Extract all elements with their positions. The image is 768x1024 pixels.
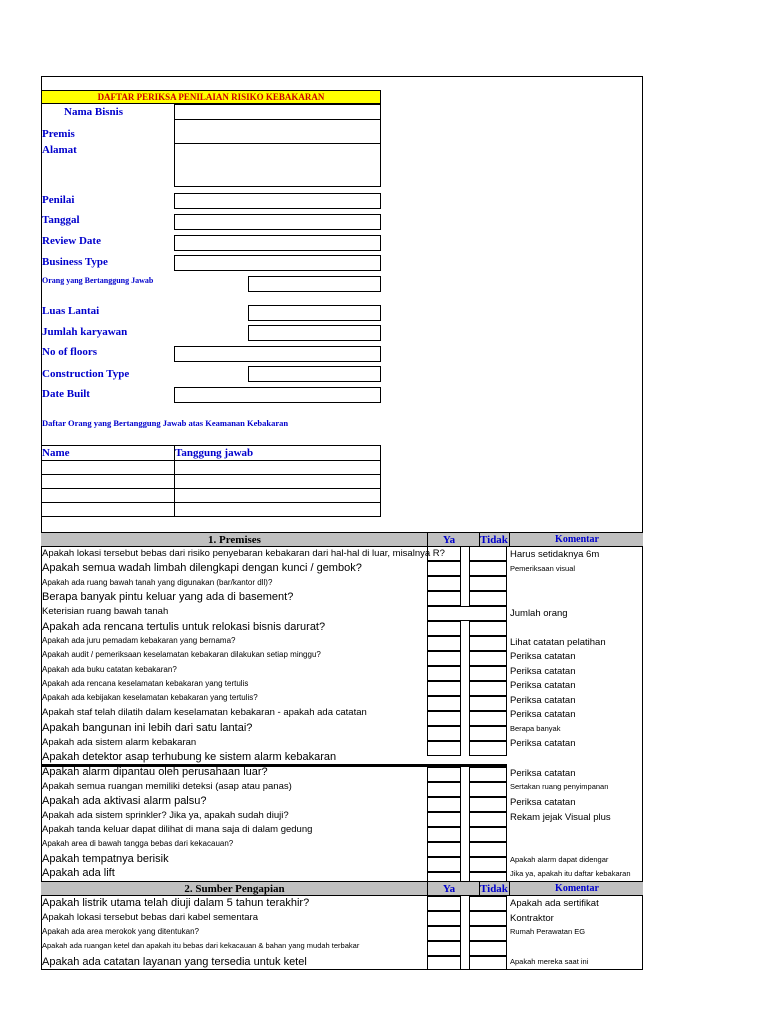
comment-1-11: Periksa catatan bbox=[510, 738, 576, 749]
yes-checkbox[interactable] bbox=[427, 857, 461, 872]
question-2-4: Apakah ada ruangan ketel dan apakah itu bebas dari kekacauan & bahan yang mudah terbakar bbox=[42, 941, 360, 950]
comment-1-9: Periksa catatan bbox=[510, 709, 576, 720]
comment-1-6: Periksa catatan bbox=[510, 666, 576, 677]
no-checkbox[interactable] bbox=[469, 926, 507, 941]
no-checkbox[interactable] bbox=[469, 636, 507, 651]
comment-1-7: Periksa catatan bbox=[510, 680, 576, 691]
col-responsibility-header: Tanggung jawab bbox=[175, 447, 254, 459]
page-frame bbox=[41, 76, 643, 970]
comment-column-header: Komentar bbox=[509, 882, 644, 895]
yes-checkbox[interactable] bbox=[427, 726, 461, 741]
date-built-field[interactable] bbox=[174, 387, 381, 403]
yes-checkbox[interactable] bbox=[427, 651, 461, 666]
no-checkbox[interactable] bbox=[469, 956, 507, 970]
responsible-table-header bbox=[41, 445, 381, 461]
no-checkbox[interactable] bbox=[469, 767, 507, 782]
no-checkbox[interactable] bbox=[469, 621, 507, 636]
yes-checkbox[interactable] bbox=[427, 896, 461, 911]
comment-column-header: Komentar bbox=[509, 533, 644, 546]
comment-1-5: Periksa catatan bbox=[510, 651, 576, 662]
no-checkbox[interactable] bbox=[469, 651, 507, 666]
question-1-10: Apakah ada rencana keselamatan kebakaran yang tertulis bbox=[42, 679, 249, 688]
section2-header bbox=[41, 881, 643, 896]
business-type-field[interactable] bbox=[174, 255, 381, 271]
floors-label: No of floors bbox=[42, 346, 97, 358]
comment-1-10: Berapa banyak bbox=[510, 724, 561, 733]
yes-checkbox[interactable] bbox=[427, 911, 461, 926]
no-column-header: Tidak bbox=[479, 882, 510, 895]
yes-checkbox[interactable] bbox=[427, 941, 461, 956]
yes-checkbox[interactable] bbox=[427, 666, 461, 681]
no-checkbox[interactable] bbox=[469, 666, 507, 681]
question-1-16: Apakah alarm dipantau oleh perusahaan luar? bbox=[42, 766, 268, 778]
question-1-22: Apakah tempatnya berisik bbox=[42, 853, 169, 865]
yes-checkbox[interactable] bbox=[427, 926, 461, 941]
comment-2-3: Rumah Perawatan EG bbox=[510, 927, 586, 936]
premises-label: Premis bbox=[42, 128, 75, 140]
no-checkbox[interactable] bbox=[469, 911, 507, 926]
address-label: Alamat bbox=[42, 144, 77, 156]
comment-2-4: Apakah mereka saat ini bbox=[510, 957, 589, 966]
question-1-4: Berapa banyak pintu keluar yang ada di basement? bbox=[42, 591, 294, 603]
yes-checkbox[interactable] bbox=[427, 576, 461, 591]
table-row[interactable] bbox=[41, 502, 381, 517]
comment-1-16: Apakah alarm dapat didengar bbox=[510, 855, 609, 864]
comment-2-2: Kontraktor bbox=[510, 913, 554, 924]
question-1-2: Apakah semua wadah limbah dilengkapi dengan kunci / gembok? bbox=[42, 562, 362, 574]
yes-checkbox[interactable] bbox=[427, 956, 461, 970]
no-checkbox[interactable] bbox=[469, 857, 507, 872]
question-2-3: Apakah ada area merokok yang ditentukan? bbox=[42, 927, 199, 936]
question-1-11: Apakah ada kebijakan keselamatan kebakaran yang tertulis? bbox=[42, 693, 258, 702]
comment-1-1: Harus setidaknya 6m bbox=[510, 549, 600, 560]
yes-checkbox[interactable] bbox=[427, 696, 461, 711]
question-1-8: Apakah audit / pemeriksaan keselamatan kebakaran dilakukan setiap minggu? bbox=[42, 650, 321, 659]
comment-1-17: Jika ya, apakah itu daftar kebakaran bbox=[510, 869, 631, 878]
question-1-13: Apakah bangunan ini lebih dari satu lantai? bbox=[42, 722, 253, 734]
review-date-label: Review Date bbox=[42, 235, 101, 247]
question-2-1: Apakah listrik utama telah diuji dalam 5 tahun terakhir? bbox=[42, 897, 310, 909]
no-checkbox[interactable] bbox=[469, 726, 507, 741]
no-column-header: Tidak bbox=[479, 533, 510, 546]
yes-checkbox[interactable] bbox=[427, 741, 461, 756]
no-checkbox[interactable] bbox=[469, 696, 507, 711]
yes-checkbox[interactable] bbox=[427, 782, 461, 797]
yes-checkbox[interactable] bbox=[427, 621, 461, 636]
premises-field[interactable] bbox=[174, 119, 381, 144]
yes-checkbox[interactable] bbox=[427, 636, 461, 651]
question-1-21: Apakah area di bawah tangga bebas dari kekacauan? bbox=[42, 839, 234, 848]
question-1-5: Keterisian ruang bawah tanah bbox=[42, 606, 169, 617]
comment-1-3: Jumlah orang bbox=[510, 608, 568, 619]
yes-checkbox[interactable] bbox=[427, 561, 461, 576]
construction-type-label: Construction Type bbox=[42, 368, 130, 380]
floor-area-field[interactable] bbox=[248, 305, 381, 321]
question-1-9: Apakah ada buku catatan kebakaran? bbox=[42, 665, 177, 674]
no-checkbox[interactable] bbox=[469, 782, 507, 797]
construction-type-field[interactable] bbox=[248, 366, 381, 382]
question-1-15: Apakah detektor asap terhubung ke sistem alarm kebakaran bbox=[42, 751, 337, 763]
comment-1-14: Periksa catatan bbox=[510, 797, 576, 808]
question-1-18: Apakah ada aktivasi alarm palsu? bbox=[42, 795, 207, 807]
yes-checkbox[interactable] bbox=[427, 711, 461, 726]
question-1-14: Apakah ada sistem alarm kebakaran bbox=[42, 737, 197, 748]
no-checkbox[interactable] bbox=[469, 941, 507, 956]
business-type-label: Business Type bbox=[42, 256, 108, 268]
question-1-20: Apakah tanda keluar dapat dilihat di mana saja di dalam gedung bbox=[42, 824, 313, 835]
no-checkbox[interactable] bbox=[469, 591, 507, 606]
no-checkbox[interactable] bbox=[469, 812, 507, 827]
date-label: Tanggal bbox=[42, 214, 80, 226]
question-2-2: Apakah lokasi tersebut bebas dari kabel sementara bbox=[42, 912, 258, 923]
yes-checkbox[interactable] bbox=[427, 827, 461, 842]
comment-1-2: Pemeriksaan visual bbox=[510, 564, 576, 573]
col-name-header: Name bbox=[42, 447, 70, 459]
floor-area-label: Luas Lantai bbox=[42, 305, 100, 317]
table-row[interactable] bbox=[41, 488, 381, 503]
responsible-list-title: Daftar Orang yang Bertanggung Jawab atas Keamanan Kebakaran bbox=[42, 418, 289, 428]
question-2-5: Apakah ada catatan layanan yang tersedia untuk ketel bbox=[42, 956, 307, 968]
responsible-person-field[interactable] bbox=[248, 276, 381, 292]
section1-title: 1. Premises bbox=[208, 534, 261, 546]
assessor-label: Penilai bbox=[42, 194, 75, 206]
date-built-label: Date Built bbox=[42, 388, 90, 400]
count-field[interactable] bbox=[427, 606, 507, 621]
no-checkbox[interactable] bbox=[469, 681, 507, 696]
date-field[interactable] bbox=[174, 214, 381, 230]
question-1-23: Apakah ada lift bbox=[42, 867, 115, 879]
no-checkbox[interactable] bbox=[469, 842, 507, 857]
floors-field[interactable] bbox=[174, 346, 381, 362]
yes-checkbox[interactable] bbox=[427, 767, 461, 782]
section1-header bbox=[41, 532, 643, 547]
question-1-19: Apakah ada sistem sprinkler? Jika ya, apakah sudah diuji? bbox=[42, 810, 289, 821]
no-checkbox[interactable] bbox=[469, 546, 507, 561]
yes-checkbox[interactable] bbox=[427, 842, 461, 857]
form-title: DAFTAR PERIKSA PENILAIAN RISIKO KEBAKARAN bbox=[41, 90, 381, 104]
business-name-field[interactable] bbox=[174, 104, 381, 120]
no-checkbox[interactable] bbox=[469, 561, 507, 576]
question-1-6: Apakah ada rencana tertulis untuk relokasi bisnis darurat? bbox=[42, 621, 326, 633]
assessor-field[interactable] bbox=[174, 193, 381, 209]
comment-1-13: Sertakan ruang penyimpanan bbox=[510, 782, 609, 791]
comment-1-15: Rekam jejak Visual plus bbox=[510, 812, 611, 823]
question-1-3: Apakah ada ruang bawah tanah yang digunakan (bar/kantor dll)? bbox=[42, 578, 273, 587]
no-checkbox[interactable] bbox=[469, 827, 507, 842]
no-checkbox[interactable] bbox=[469, 896, 507, 911]
comment-1-8: Periksa catatan bbox=[510, 695, 576, 706]
yes-checkbox[interactable] bbox=[427, 591, 461, 606]
no-checkbox[interactable] bbox=[469, 741, 507, 756]
yes-checkbox[interactable] bbox=[427, 681, 461, 696]
employee-count-label: Jumlah karyawan bbox=[42, 326, 128, 338]
employee-count-field[interactable] bbox=[248, 325, 381, 341]
no-checkbox[interactable] bbox=[469, 576, 507, 591]
address-field[interactable] bbox=[174, 143, 381, 187]
table-row[interactable] bbox=[41, 460, 381, 475]
question-1-1: Apakah lokasi tersebut bebas dari risiko penyebaran kebakaran dari hal-hal di luar, misalnya R? bbox=[42, 548, 445, 559]
yes-column-header: Ya bbox=[427, 533, 470, 546]
comment-2-1: Apakah ada sertifikat bbox=[510, 898, 599, 909]
no-checkbox[interactable] bbox=[469, 797, 507, 812]
responsible-person-label: Orang yang Bertanggung Jawab bbox=[42, 276, 154, 285]
question-1-7: Apakah ada juru pemadam kebakaran yang bernama? bbox=[42, 636, 236, 645]
question-1-17: Apakah semua ruangan memiliki deteksi (asap atau panas) bbox=[42, 781, 292, 792]
comment-1-12: Periksa catatan bbox=[510, 768, 576, 779]
section2-title: 2. Sumber Pengapian bbox=[184, 883, 285, 895]
yes-checkbox[interactable] bbox=[427, 812, 461, 827]
table-row[interactable] bbox=[41, 474, 381, 489]
yes-column-header: Ya bbox=[427, 882, 470, 895]
no-checkbox[interactable] bbox=[469, 711, 507, 726]
yes-checkbox[interactable] bbox=[427, 797, 461, 812]
review-date-field[interactable] bbox=[174, 235, 381, 251]
business-name-label: Nama Bisnis bbox=[64, 106, 123, 118]
comment-1-4: Lihat catatan pelatihan bbox=[510, 637, 606, 648]
question-1-12: Apakah staf telah dilatih dalam keselamatan kebakaran - apakah ada catatan bbox=[42, 707, 367, 718]
